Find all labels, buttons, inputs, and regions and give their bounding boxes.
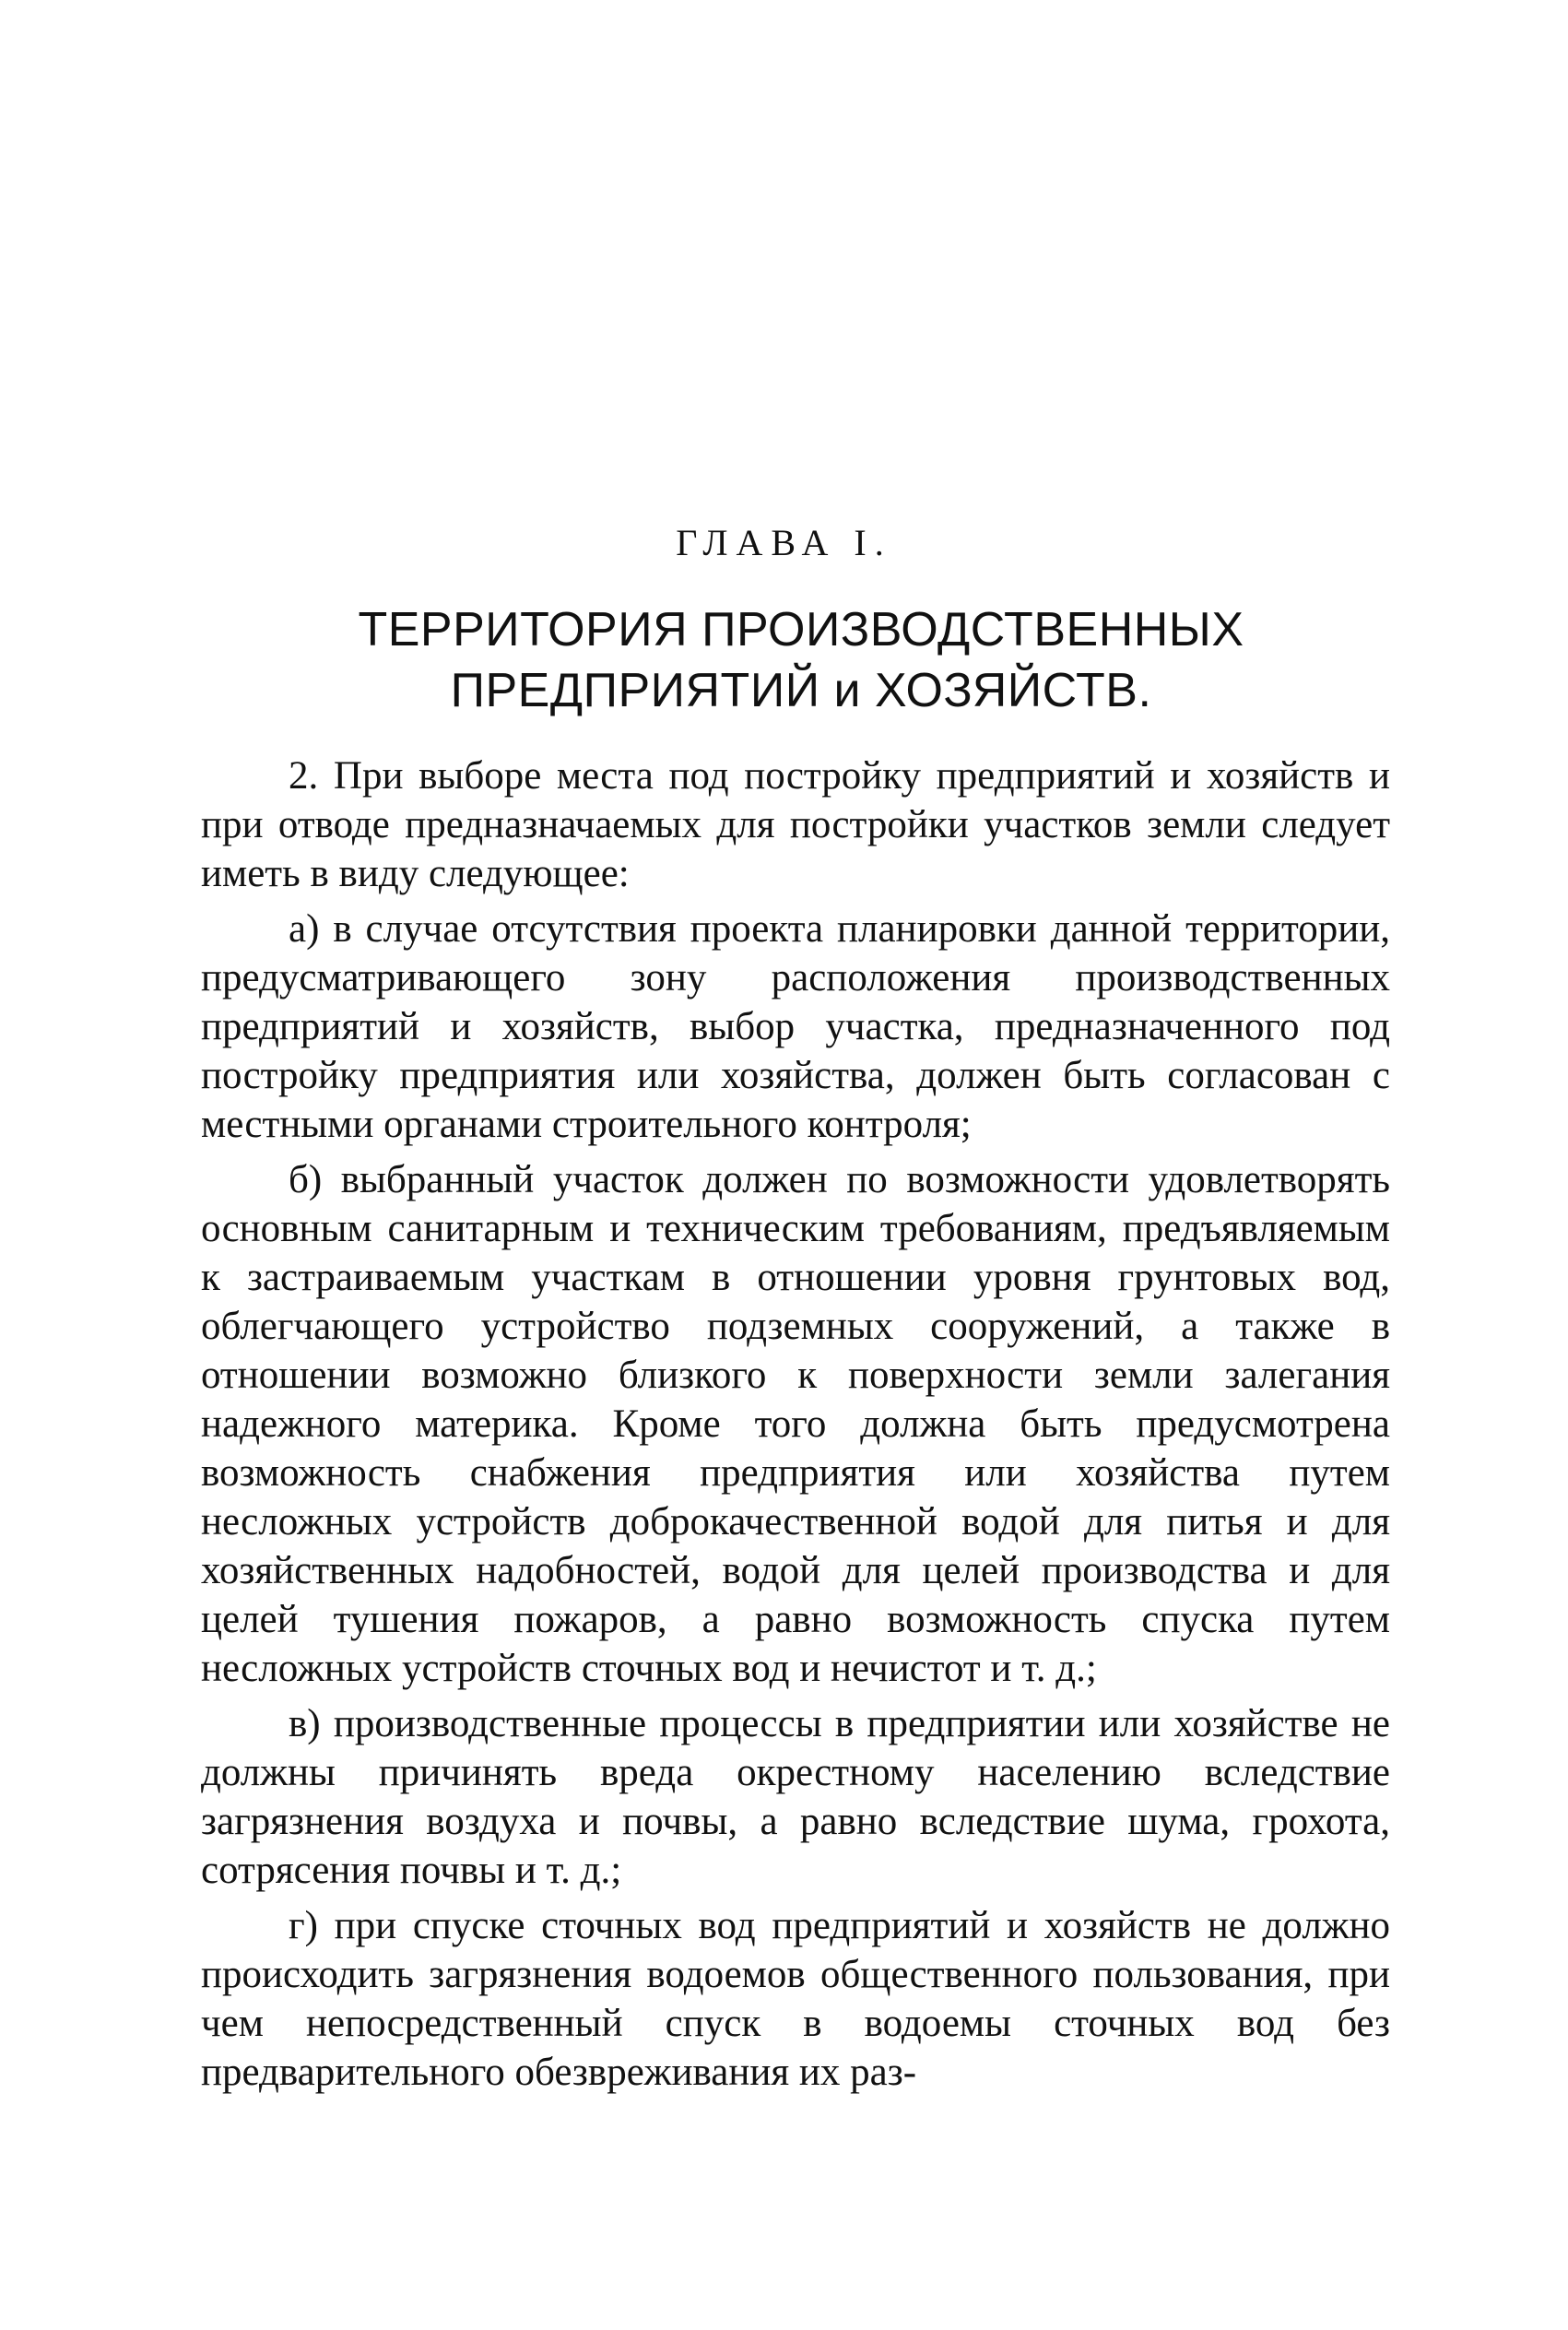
- paragraph-item-v: в) производственные процессы в предприятии или хозяйстве не должны причинять вреда окрестному населению вследствие загрязнения воздуха и почвы, а равно вследствие шума, грохота, сотрясения почвы и т. д.;: [201, 1702, 1390, 1892]
- paragraph-item-b: б) выбранный участок должен по возможности удовлетворять основным санитарным и техническим требованиям, предъявляемым к застраиваемым участкам в отношении уровня грунтовых вод, облегчающего устройство подземных сооружений, а также в отношении возможно близкого к поверхности земли залегания надежного материка. Кроме того должна быть предусмотрена возможность снабжения предприятия или хозяйства путем несложных устройств доброкачественной водой для питья и для хозяйственных надобностей, водой для целей производства и для целей тушения пожаров, а равно возможность спуска путем несложных устройств сточных вод и нечистот и т. д.;: [201, 1158, 1390, 1690]
- paragraph-item-g: г) при спуске сточных вод предприятий и хозяйств не должно происходить загрязнения водоемов общественного пользования, при чем непосредственный спуск в водоемы сточных вод без предварительного обезвреживания их раз-: [201, 1904, 1390, 2094]
- paragraph-2-intro: 2. При выборе места под постройку предприятий и хозяйств и при отводе предназначаемых для постройки участков земли следует иметь в виду следующее:: [201, 754, 1390, 895]
- paragraph-item-a: а) в случае отсутствия проекта планировки данной территории, предусматривающего зону расположения производственных предприятий и хозяйств, выбор участка, предназначенного под постройку предприятия или хозяйства, должен быть согласован с местными органами строительного контроля;: [201, 907, 1390, 1146]
- chapter-title: ТЕРРИТОРИЯ ПРОИЗВОДСТВЕННЫХ ПРЕДПРИЯТИЙ и ХОЗЯЙСТВ.: [358, 603, 1244, 717]
- chapter-label: ГЛАВА I.: [676, 522, 892, 563]
- body-text: [201, 751, 1390, 2103]
